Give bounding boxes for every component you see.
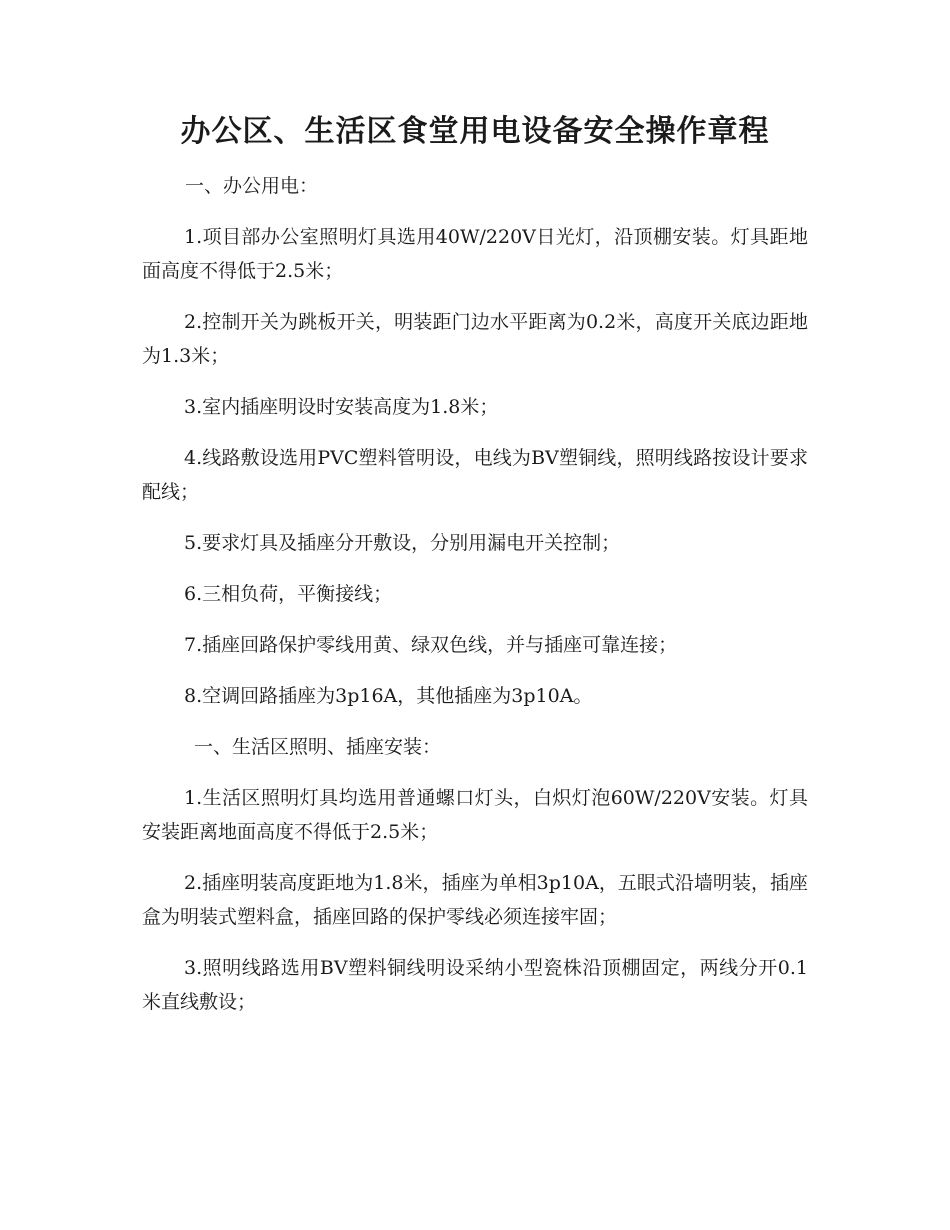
office-item-6: 6.三相负荷，平衡接线； bbox=[184, 583, 393, 605]
office-item-7: 7.插座回路保护零线用黄、绿双色线，并与插座可靠连接； bbox=[184, 634, 678, 656]
office-item-5: 5.要求灯具及插座分开敷设，分别用漏电开关控制； bbox=[184, 532, 621, 554]
document-title: 办公区、生活区食堂用电设备安全操作章程 bbox=[180, 114, 770, 149]
office-item-2: 2.控制开关为跳板开关，明装距门边水平距离为0.2米，高度开关底边距地为1.3米； bbox=[142, 311, 808, 367]
section-heading-office: 一、办公用电： bbox=[185, 175, 319, 197]
living-item-2: 2.插座明装高度距地为1.8米，插座为单相3p10A，五眼式沿墙明装，插座盒为明装式塑料盒，插座回路的保护零线必须连接牢固； bbox=[142, 872, 808, 928]
living-item-1: 1.生活区照明灯具均选用普通螺口灯头，白炽灯泡60W/220V安装。灯具安装距离地面高度不得低于2.5米； bbox=[142, 787, 808, 843]
office-item-1: 1.项目部办公室照明灯具选用40W/220V日光灯，沿顶棚安装。灯具距地面高度不得低于2.5米； bbox=[142, 226, 808, 282]
office-item-8: 8.空调回路插座为3p16A，其他插座为3p10A。 bbox=[184, 685, 593, 707]
living-item-3: 3.照明线路选用BV塑料铜线明设采纳小型瓷株沿顶棚固定，两线分开0.1米直线敷设； bbox=[142, 957, 808, 1013]
document-body bbox=[142, 162, 808, 1019]
section-heading-living: 一、生活区照明、插座安装： bbox=[194, 736, 442, 758]
office-item-4: 4.线路敷设选用PVC塑料管明设，电线为BV塑铜线，照明线路按设计要求配线； bbox=[142, 447, 808, 503]
office-item-3: 3.室内插座明设时安装高度为1.8米； bbox=[184, 396, 499, 418]
